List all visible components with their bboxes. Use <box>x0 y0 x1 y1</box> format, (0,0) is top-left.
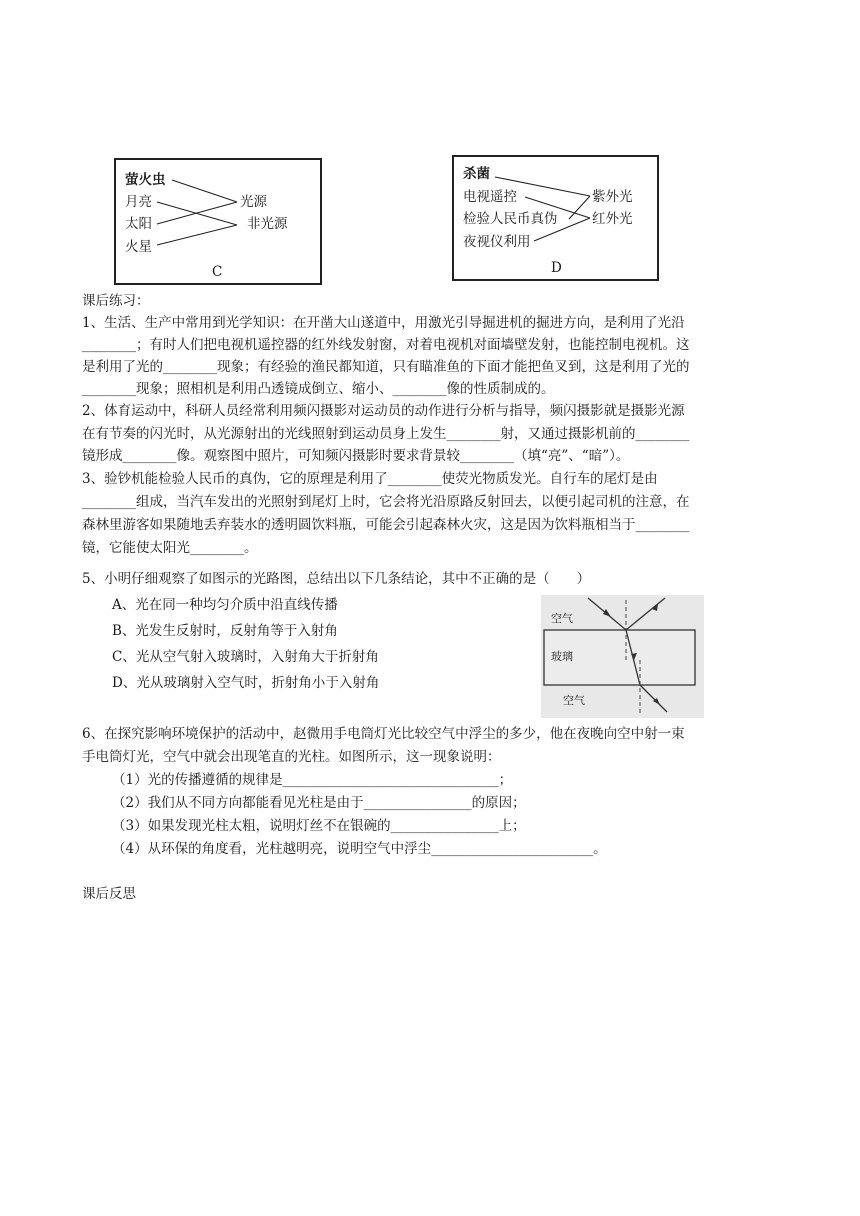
q5-figure-label-air-top: 空气 <box>551 612 573 625</box>
diagram-c-header: 萤火虫 <box>125 172 166 188</box>
diagram-d-header: 杀菌 <box>463 166 490 182</box>
q6-line-1: 6、在探究影响环境保护的活动中，赵微用手电筒灯光比较空气中浮尘的多少，他在夜晚向空中射一束 <box>82 726 685 742</box>
diagram-d-right-1: 紫外光 <box>592 189 633 205</box>
diagram-c-caption: C <box>212 264 223 280</box>
section-title-exercises: 课后练习： <box>82 293 150 309</box>
q2-line-2: 在有节奏的闪光时，从光源射出的光线照射到运动员身上发生________射，又通过摄影机前的________ <box>82 426 690 442</box>
q3-line-2: ________组成，当汽车发出的光照射到尾灯上时，它会将光沿原路反射回去，以便引起司机的注意，在 <box>82 494 690 510</box>
diagram-c-left-3: 火星 <box>125 239 152 255</box>
q3-line-3: 森林里游客如果随地丢弃装水的透明圆饮料瓶，可能会引起森林火灾，这是因为饮料瓶相当于________ <box>82 517 690 533</box>
q5-stem: 5、小明仔细观察了如图示的光路图，总结出以下几条结论，其中不正确的是（ ） <box>82 571 591 587</box>
q6-item-2: （2）我们从不同方向都能看见光柱是由于________________的原因； <box>112 795 526 811</box>
q6-item-4: （4）从环保的角度看，光柱越明亮，说明空气中浮尘________________________。 <box>112 841 607 857</box>
q3-line-4: 镜，它能使太阳光________。 <box>82 540 258 556</box>
diagram-d-left-3: 夜视仪利用 <box>463 234 531 250</box>
q5-option-c: C、光从空气射入玻璃时，入射角大于折射角 <box>112 649 379 665</box>
q1-line-2: ________；有时人们把电视机遥控器的红外线发射窗，对着电视机对面墙壁发射，也能控制电视机。这 <box>82 337 690 353</box>
q5-figure-label-glass: 玻璃 <box>551 650 573 663</box>
q2-line-3: 镜形成________像。观察图中照片，可知频闪摄影时要求背景较________（填“亮”、“暗”）。 <box>82 448 630 464</box>
q5-option-b: B、光发生反射时，反射角等于入射角 <box>112 623 338 639</box>
diagram-d-left-1: 电视遥控 <box>463 189 517 205</box>
diagram-d-left-2: 检验人民币真伪 <box>463 211 558 227</box>
q6-item-1: （1）光的传播遵循的规律是________________________________； <box>112 772 513 788</box>
q3-line-1: 3、验钞机能检验人民币的真伪，它的原理是利用了________使荧光物质发光。自行车的尾灯是由 <box>82 471 658 487</box>
diagram-c-right-2: 非光源 <box>247 216 288 232</box>
q5-figure-label-air-bottom: 空气 <box>563 694 585 707</box>
diagram-d-right-2: 红外光 <box>592 211 633 227</box>
diagram-c-right-1: 光源 <box>240 194 267 210</box>
q6-line-2: 手电筒灯光，空气中就会出现笔直的光柱。如图所示，这一现象说明： <box>82 749 501 765</box>
q1-line-1: 1、生活、生产中常用到光学知识：在开凿大山遂道中，用激光引导掘进机的掘进方向，是利用了光沿 <box>82 315 685 331</box>
diagram-d-caption: D <box>551 260 562 276</box>
q2-line-1: 2、体育运动中，科研人员经常利用频闪摄影对运动员的动作进行分析与指导，频闪摄影就是摄影光源 <box>82 403 685 419</box>
q1-line-4: ________现象；照相机是利用凸透镜成倒立、缩小、________像的性质制成的。 <box>82 381 555 397</box>
q5-option-a: A、光在同一种均匀介质中沿直线传播 <box>112 597 338 613</box>
section-title-reflection: 课后反思 <box>82 886 136 902</box>
q5-option-d: D、光从玻璃射入空气时，折射角小于入射角 <box>112 675 380 691</box>
diagram-c-left-1: 月亮 <box>125 194 152 210</box>
q1-line-3: 是利用了光的________现象；有经验的渔民都知道，只有瞄准鱼的下面才能把鱼叉到，这是利用了光的 <box>82 359 690 375</box>
diagram-c-left-2: 太阳 <box>125 216 152 232</box>
q6-item-3: （3）如果发现光柱太粗，说明灯丝不在银碗的________________上； <box>112 818 526 834</box>
